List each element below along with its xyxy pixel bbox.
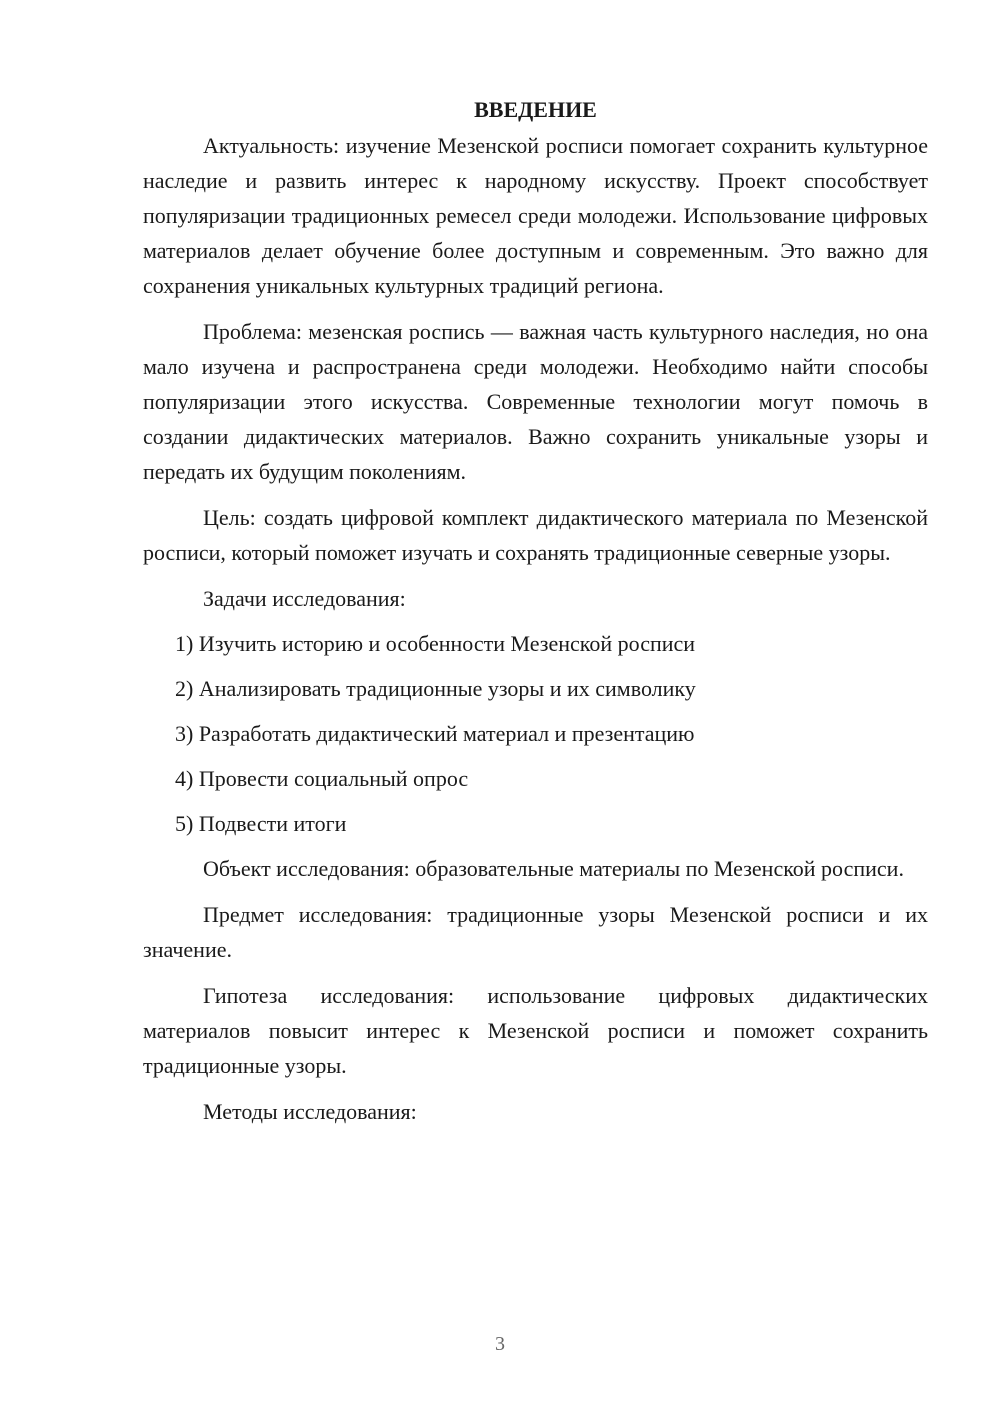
list-item: 3) Разработать дидактический материал и презентацию — [175, 721, 695, 746]
paragraph-subject: Предмет исследования: традиционные узоры Мезенской росписи и их значение. — [143, 902, 928, 962]
list-item: 5) Подвести итоги — [175, 811, 347, 836]
tasks-list — [143, 626, 928, 841]
paragraph-relevance: Актуальность: изучение Мезенской росписи помогает сохранить культурное наследие и развить интерес к народному искусству. Проект способствует популяризации традиционных ремесел среди молодежи. Использование цифровых материалов делает обучение более доступным и современным. Это важно для сохранения уникальных культурных традиций региона. — [143, 133, 928, 298]
tasks-heading: Задачи исследования: — [203, 586, 406, 611]
list-item: 2) Анализировать традиционные узоры и их символику — [175, 676, 696, 701]
paragraph-hypothesis: Гипотеза исследования: использование цифровых дидактических материалов повысит интерес к Мезенской росписи и поможет сохранить традиционные узоры. — [143, 983, 928, 1078]
page-number: 3 — [495, 1333, 505, 1355]
list-item: 1) Изучить историю и особенности Мезенской росписи — [175, 631, 696, 656]
methods-heading: Методы исследования: — [203, 1099, 417, 1124]
paragraph-problem: Проблема: мезенская роспись — важная часть культурного наследия, но она мало изучена и распространена среди молодежи. Необходимо найти способы популяризации этого искусства. Современные технологии могут помочь в создании дидактических материалов. Важно сохранить уникальные узоры и передать их будущим поколениям. — [143, 319, 928, 484]
document-page — [143, 92, 928, 1139]
section-title: ВВЕДЕНИЕ — [474, 97, 597, 122]
list-item: 4) Провести социальный опрос — [175, 766, 469, 791]
paragraph-object: Объект исследования: образовательные материалы по Мезенской росписи. — [203, 856, 904, 881]
paragraph-goal: Цель: создать цифровой комплект дидактического материала по Мезенской росписи, который поможет изучать и сохранять традиционные северные узоры. — [143, 505, 928, 565]
